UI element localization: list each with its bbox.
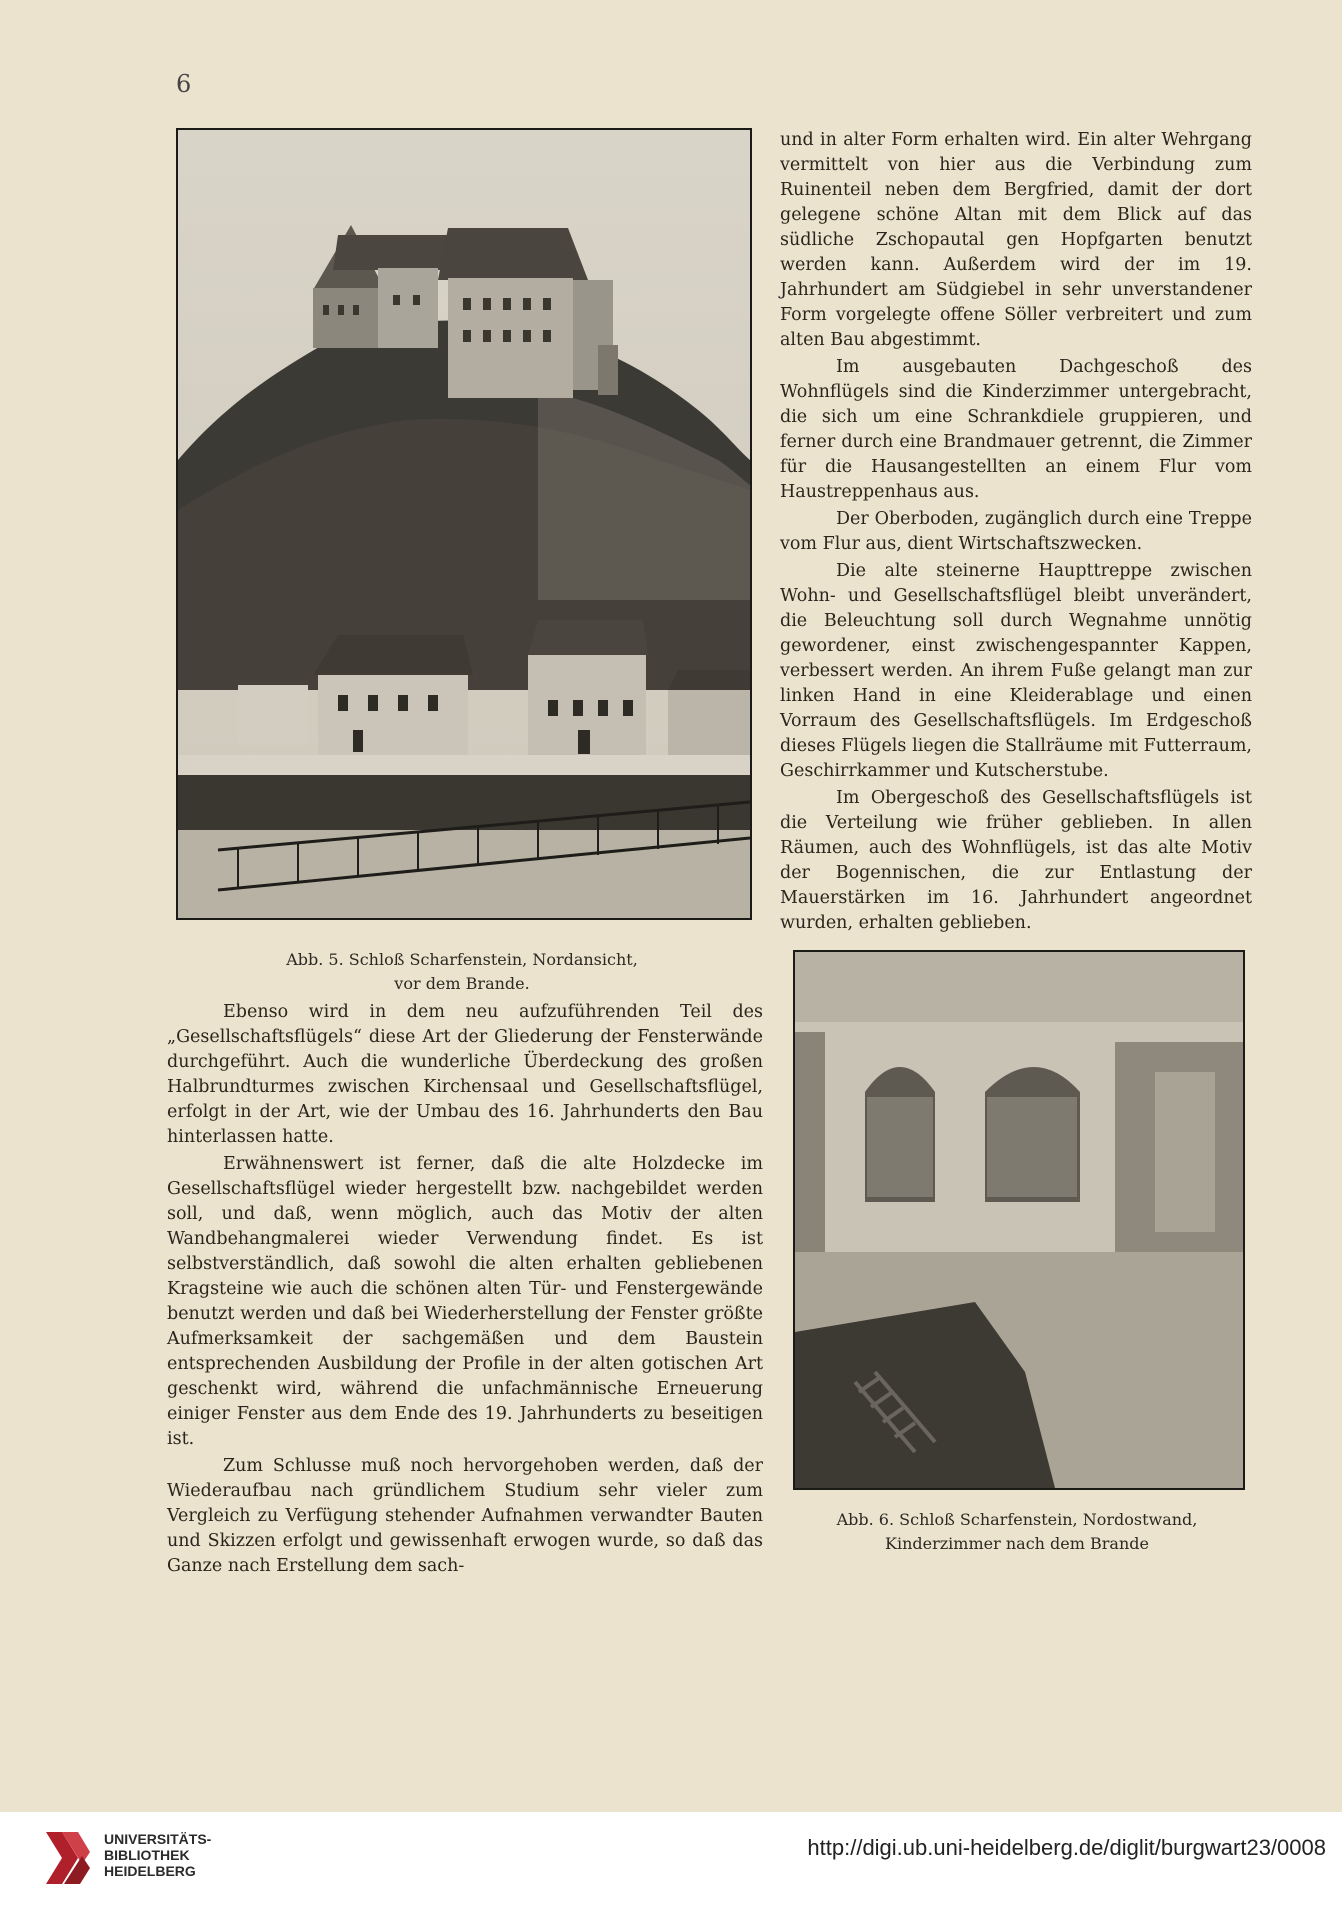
- university-library-logo-icon: [44, 1828, 92, 1888]
- ruin-photo: [795, 952, 1243, 1488]
- right-text-column: [780, 128, 1252, 936]
- library-name: [104, 1831, 211, 1879]
- figure-6-caption-line2: Kinderzimmer nach dem Brande: [885, 1534, 1149, 1553]
- paragraph: Im Obergeschoß des Gesellschaftsflügels ist die Verteilung wie früher geblieben. In allen Räumen, auch des Wohnflügels, ist das alte Motiv der Bogennischen, die zur Entlastung der Mauerstärken im 16. Jahrhundert angeordnet wurden, erhalten geblieben.: [780, 788, 1252, 933]
- figure-castle-north-view: [176, 128, 752, 920]
- paragraph: Der Oberboden, zugänglich durch eine Treppe vom Flur aus, dient Wirtschaftszwecken.: [780, 509, 1252, 554]
- paragraph: Die alte steinerne Haupttreppe zwischen Wohn- und Gesellschaftsflügel bleibt unverändert, die Beleuchtung soll durch Wegnahme unnötig gewordener, einst zwischengespannter Kappen, verbessert werden. An ihrem Fuße gelangt man zur linken Hand in eine Kleiderablage und einen Vorraum des Gesellschaftsflügels. Im Erdgeschoß dieses Flügels liegen die Stallräume mit Futterraum, Geschirrkammer und Kutscherstube.: [780, 561, 1252, 781]
- paragraph: und in alter Form erhalten wird. Ein alter Wehrgang vermittelt von hier aus die Verbindung zum Ruinenteil neben dem Bergfried, damit der dort gelegene schöne Altan mit dem Blick auf das südliche Zschopautal gen Hopfgarten benutzt werden kann. Außerdem wird der im 19. Jahrhundert am Südgiebel in sehr unverstandener Form vorgelegte offene Söller verbreitert und zum alten Bau abgestimmt.: [780, 130, 1252, 350]
- paragraph: Zum Schlusse muß noch hervorgehoben werden, daß der Wiederaufbau nach gründlichem Studium sehr vieler zum Vergleich zu Verfügung stehender Aufnahmen verwandter Bauten und Skizzen erfolgt und gewissenhaft erwogen wurde, so daß das Ganze nach Erstellung dem sach-: [167, 1456, 763, 1576]
- figure-5-caption-line2: vor dem Brande.: [394, 974, 530, 993]
- left-text-column: [167, 1000, 763, 1579]
- library-name-line3: HEIDELBERG: [104, 1863, 196, 1879]
- paragraph: Erwähnenswert ist ferner, daß die alte Holzdecke im Gesellschaftsflügel wieder hergestellt bzw. nachgebildet werden soll, und daß, wenn möglich, auch das Motiv der alten Wandbehangmalerei wieder Verwendung findet. Es ist selbstverständlich, daß sowohl die alten erhalten gebliebenen Kragsteine wie auch die schönen alten Tür- und Fenstergewände benutzt werden und daß bei Wiederherstellung der Fenster größte Aufmerksamkeit der sachgemäßen und dem Baustein entsprechenden Ausbildung der Profile in der alten gotischen Art geschenkt wird, während die unfachmännische Erneuerung einiger Fenster aus dem Ende des 19. Jahrhunderts zu beseitigen ist.: [167, 1154, 763, 1449]
- source-url-link[interactable]: http://digi.ub.uni-heidelberg.de/diglit/burgwart23/0008: [807, 1835, 1326, 1860]
- figure-nursery-wall: [793, 950, 1245, 1490]
- paragraph: Ebenso wird in dem neu aufzuführenden Teil des „Gesellschaftsflügels“ diese Art der Gliederung der Fensterwände durchgeführt. Auch die wunderliche Überdeckung des großen Halbrundturmes zwischen Kirchensaal und Gesellschaftsflügel, erfolgt in der Art, wie der Umbau des 16. Jahrhunderts den Bau hinterlassen hatte.: [167, 1002, 763, 1147]
- library-name-line1: UNIVERSITÄTS-: [104, 1831, 212, 1847]
- paragraph: Im ausgebauten Dachgeschoß des Wohnflügels sind die Kinderzimmer untergebracht, die sich um eine Schrankdiele gruppieren, und ferner durch eine Brandmauer getrennt, die Zimmer für die Hausangestellten an einem Flur vom Haustreppenhaus aus.: [780, 357, 1252, 502]
- figure-6-caption-line1: Abb. 6. Schloß Scharfenstein, Nordostwand,: [836, 1510, 1198, 1529]
- page-number: 6: [176, 70, 192, 98]
- figure-5-caption-line1: Abb. 5. Schloß Scharfenstein, Nordansicht,: [286, 950, 638, 969]
- figure-5-caption: [176, 948, 748, 996]
- library-name-line2: BIBLIOTHEK: [104, 1847, 190, 1863]
- castle-photo: [178, 130, 750, 918]
- figure-6-caption: [793, 1508, 1241, 1556]
